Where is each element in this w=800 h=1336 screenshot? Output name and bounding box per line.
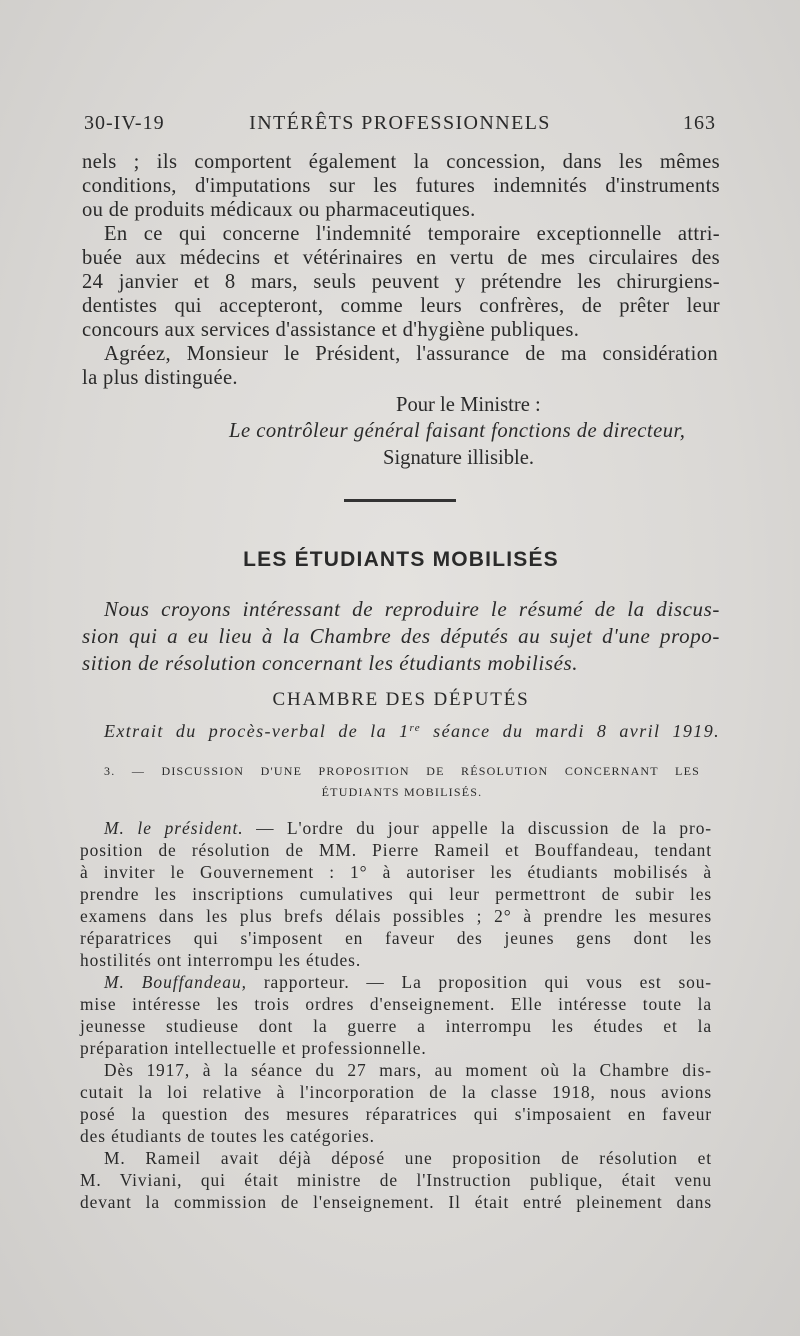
intro-line: sition de résolution concernant les étudiants mobilisés.	[82, 651, 579, 675]
text-line: Dès 1917, à la séance du 27 mars, au moment où la Chambre dis-	[104, 1060, 712, 1080]
text-line	[104, 971, 712, 993]
separator-rule	[344, 499, 456, 502]
discussion-heading-cont: ÉTUDIANTS MOBILISÉS.	[321, 785, 483, 799]
extrait-superscript: re	[409, 722, 422, 734]
text-line: Agréez, Monsieur le Président, l'assurance de ma considération	[104, 343, 718, 365]
signature-line-1: Pour le Ministre :	[396, 394, 541, 416]
text-line: concours aux services d'assistance et d'hygiène publiques.	[82, 319, 580, 341]
text-line: buée aux médecins et vétérinaires en vertu de mes circulaires des	[82, 247, 720, 269]
chamber-heading: CHAMBRE DES DÉPUTÉS	[272, 689, 530, 710]
text-line: ou de produits médicaux ou pharmaceutiques.	[82, 199, 476, 221]
header-title: INTÉRÊTS PROFESSIONNELS	[249, 112, 551, 134]
speaker-name: M. le président.	[104, 818, 244, 838]
intro-line: Nous croyons intéressant de reproduire le résumé de la discus-	[104, 597, 720, 621]
intro-line: sion qui a eu lieu à la Chambre des députés au sujet d'une propo-	[82, 624, 720, 648]
text-line: 24 janvier et 8 mars, seuls peuvent y prétendre les chirurgiens-	[82, 271, 720, 293]
text-line: position de résolution de MM. Pierre Rameil et Bouffandeau, tendant	[80, 840, 712, 860]
speech-text: — L'ordre du jour appelle la discussion de la pro-	[243, 818, 712, 838]
extrait-text-end: séance du mardi 8 avril 1919.	[421, 721, 720, 741]
text-line: prendre les inscriptions cumulatives qui leur permettront de subir les	[80, 884, 712, 904]
extrait-line	[104, 721, 720, 742]
text-line: nels ; ils comportent également la concession, dans les mêmes	[82, 151, 720, 173]
text-line: préparation intellectuelle et professionnelle.	[80, 1038, 427, 1058]
text-line: la plus distinguée.	[82, 367, 238, 389]
text-line: M. Viviani, qui était ministre de l'Instruction publique, était venu	[80, 1170, 712, 1190]
extrait-text: Extrait du procès-verbal de la 1	[104, 721, 410, 741]
text-line: M. Rameil avait déjà déposé une proposition de résolution et	[104, 1148, 712, 1168]
text-line: jeunesse studieuse dont la guerre a interrompu les études et la	[80, 1016, 712, 1036]
text-line: devant la commission de l'enseignement. Il était entré pleinement dans	[80, 1192, 712, 1212]
signature-line-2: Le contrôleur général faisant fonctions de directeur,	[229, 420, 686, 442]
text-line: En ce qui concerne l'indemnité temporaire exceptionnelle attri-	[104, 223, 720, 245]
text-line: réparatrices qui s'imposent en faveur des jeunes gens dont les	[80, 928, 712, 948]
text-line: hostilités ont interrompu les études.	[80, 950, 362, 970]
speaker-name: M. Bouffandeau,	[104, 972, 248, 992]
text-line: dentistes qui accepteront, comme leurs confrères, de prêter leur	[82, 295, 720, 317]
text-line: examens dans les plus brefs délais possibles ; 2° à prendre les mesures	[80, 906, 712, 926]
text-line: cutait la loi relative à l'incorporation de la classe 1918, nous avions	[80, 1082, 712, 1102]
discussion-heading: 3. — DISCUSSION D'UNE PROPOSITION DE RÉSOLUTION CONCERNANT LES	[104, 764, 700, 778]
text-line: mise intéresse les trois ordres d'enseignement. Elle intéresse toute la	[80, 994, 712, 1014]
text-line: à inviter le Gouvernement : 1° à autoriser les étudiants mobilisés à	[80, 862, 712, 882]
speech-text: rapporteur. — La proposition qui vous est sou-	[247, 972, 713, 992]
text-line: conditions, d'imputations sur les futures indemnités d'instruments	[82, 175, 720, 197]
signature-line-3: Signature illisible.	[383, 447, 535, 469]
text-line	[104, 817, 712, 839]
text-line: des étudiants de toutes les catégories.	[80, 1126, 375, 1146]
section-title: LES ÉTUDIANTS MOBILISÉS	[243, 548, 559, 571]
running-header	[84, 112, 716, 142]
text-line: posé la question des mesures réparatrices qui s'imposaient en faveur	[80, 1104, 712, 1124]
page-number: 163	[683, 112, 716, 134]
header-date: 30-IV-19	[84, 112, 165, 134]
